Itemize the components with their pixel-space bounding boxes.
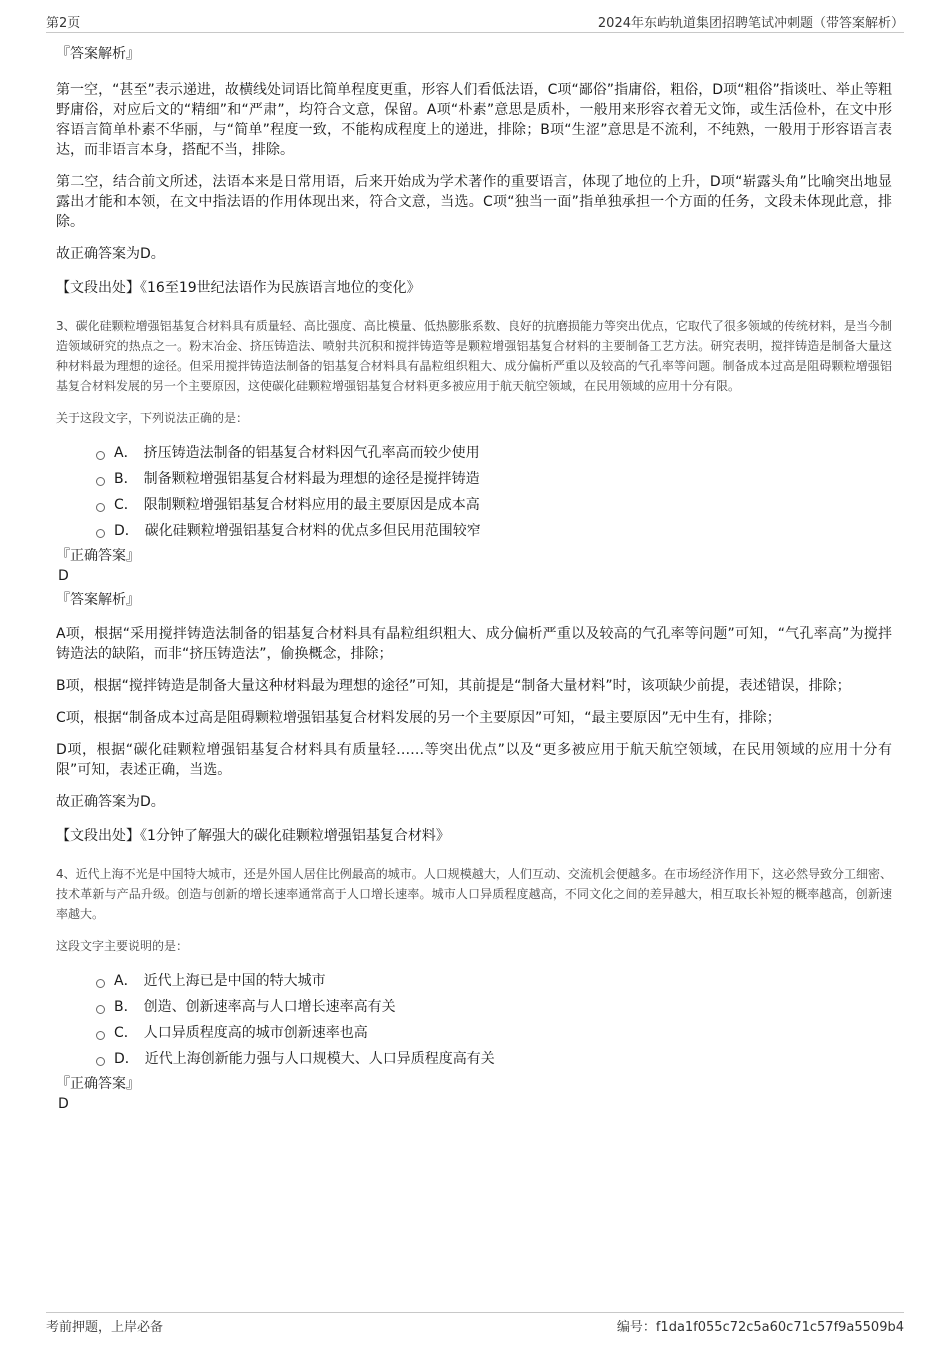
radio-icon[interactable] [96, 1057, 105, 1066]
radio-icon[interactable] [96, 529, 105, 538]
question-prompt: 关于这段文字，下列说法正确的是： [56, 411, 249, 425]
analysis-paragraph: A项，根据“采用搅拌铸造法制备的铝基复合材料具有晶粒组织粗大、成分偏析严重以及较高的气孔率等问题”可知，“气孔率高”为搅拌铸造法的缺陷，而非“挤压铸造法”，偷换概念，排除； [56, 626, 892, 662]
radio-icon[interactable] [96, 979, 105, 988]
question-prompt: 这段文字主要说明的是： [56, 939, 189, 953]
source-citation: 【文段出处】《1分钟了解强大的碳化硅颗粒增强铝基复合材料》 [56, 828, 450, 844]
option-list [96, 440, 892, 544]
option-d[interactable]: D． 碳化硅颗粒增强铝基复合材料的优点多但民用范围较窄 [96, 518, 892, 544]
correct-answer: D [58, 1096, 69, 1112]
analysis-paragraph: 第一空，“甚至”表示递进，故横线处词语比简单程度更重，形容人们看低法语，C项“鄙俗”指庸俗，粗俗，D项“粗俗”指谈吐、举止等粗野庸俗，对应后文的“精细”和“严肃”，均符合文意，保留。A项“朴素”意思是质朴，一般用来形容衣着无文饰，或生活俭朴，在文中形容语言简单朴素不华丽，与“简单”程度一致，不能构成程度上的递进，排除；B项“生涩”意思是不流利，不纯熟，一般用于形容语言表达，而非语言本身，搭配不当，排除。 [56, 82, 892, 158]
analysis-paragraph: C项，根据“制备成本过高是阻碍颗粒增强铝基复合材料发展的另一个主要原因”可知，“最主要原因”无中生有，排除； [56, 710, 781, 726]
analysis-paragraph: B项，根据“搅拌铸造是制备大量这种材料最为理想的途径”可知，其前提是“制备大量材料”时，该项缺少前提，表述错误，排除； [56, 678, 851, 694]
footer-slogan: 考前押题，上岸必备 [46, 1320, 164, 1335]
option-b[interactable]: B． 制备颗粒增强铝基复合材料最为理想的途径是搅拌铸造 [96, 466, 892, 492]
radio-icon[interactable] [96, 451, 105, 460]
correct-answer-label: 『正确答案』 [56, 1076, 140, 1092]
source-citation: 【文段出处】《16至19世纪法语作为民族语言地位的变化》 [56, 280, 421, 296]
option-d[interactable]: D． 近代上海创新能力强与人口规模大、人口异质程度高有关 [96, 1046, 892, 1072]
correct-answer-label: 『正确答案』 [56, 548, 140, 564]
option-a[interactable]: A． 挤压铸造法制备的铝基复合材料因气孔率高而较少使用 [96, 440, 892, 466]
analysis-paragraph: D项，根据“碳化硅颗粒增强铝基复合材料具有质量轻……等突出优点”以及“更多被应用于航天航空领域，在民用领域的应用十分有限”可知，表述正确，当选。 [56, 742, 892, 778]
page-footer [46, 1312, 904, 1335]
analysis-label: 『答案解析』 [56, 46, 140, 62]
document-body [56, 44, 892, 1118]
radio-icon[interactable] [96, 477, 105, 486]
question-text: 3、碳化硅颗粒增强铝基复合材料具有质量轻、高比强度、高比模量、低热膨胀系数、良好的抗磨损能力等突出优点，它取代了很多领域的传统材料，是当今制造领域研究的热点之一。粉末冶金、挤压铸造法、喷射共沉积和搅拌铸造等是颗粒增强铝基复合材料的主要制备工艺方法。研究表明，搅拌铸造是制备大量这种材料最为理想的途径。但采用搅拌铸造法制备的铝基复合材料具有晶粒组织粗大、成分偏析严重以及较高的气孔率等问题。制备成本过高是阻碍颗粒增强铝基复合材料发展的另一个主要原因，这使碳化硅颗粒增强铝基复合材料更多被应用于航天航空领域，在民用领域的应用十分有限。 [56, 319, 892, 393]
option-a[interactable]: A． 近代上海已是中国的特大城市 [96, 968, 892, 994]
option-c[interactable]: C． 人口异质程度高的城市创新速率也高 [96, 1020, 892, 1046]
option-c[interactable]: C． 限制颗粒增强铝基复合材料应用的最主要原因是成本高 [96, 492, 892, 518]
option-list [96, 968, 892, 1072]
radio-icon[interactable] [96, 1031, 105, 1040]
page-number: 第2页 [46, 16, 81, 31]
conclusion: 故正确答案为D。 [56, 794, 165, 810]
analysis-label: 『答案解析』 [56, 592, 140, 608]
page-header [46, 12, 904, 33]
conclusion: 故正确答案为D。 [56, 246, 165, 262]
radio-icon[interactable] [96, 1005, 105, 1014]
question-text: 4、近代上海不光是中国特大城市，还是外国人居住比例最高的城市。人口规模越大，人们互动、交流机会便越多。在市场经济作用下，这必然导致分工细密、技术革新与产品升级。创造与创新的增长速率通常高于人口增长速率。城市人口异质程度越高，不同文化之间的差异越大，相互取长补短的概率越高，创新速率越大。 [56, 867, 892, 921]
radio-icon[interactable] [96, 503, 105, 512]
option-b[interactable]: B． 创造、创新速率高与人口增长速率高有关 [96, 994, 892, 1020]
document-title: 2024年东屿轨道集团招聘笔试冲刺题（带答案解析） [597, 16, 904, 31]
document-id: 编号：f1da1f055c72c5a60c71c57f9a5509b4 [616, 1320, 904, 1335]
analysis-paragraph: 第二空，结合前文所述，法语本来是日常用语，后来开始成为学术著作的重要语言，体现了地位的上升，D项“崭露头角”比喻突出地显露出才能和本领，在文中指法语的作用体现出来，符合文意，当选。C项“独当一面”指单独承担一个方面的任务，文段未体现此意，排除。 [56, 174, 892, 230]
correct-answer: D [58, 568, 69, 584]
